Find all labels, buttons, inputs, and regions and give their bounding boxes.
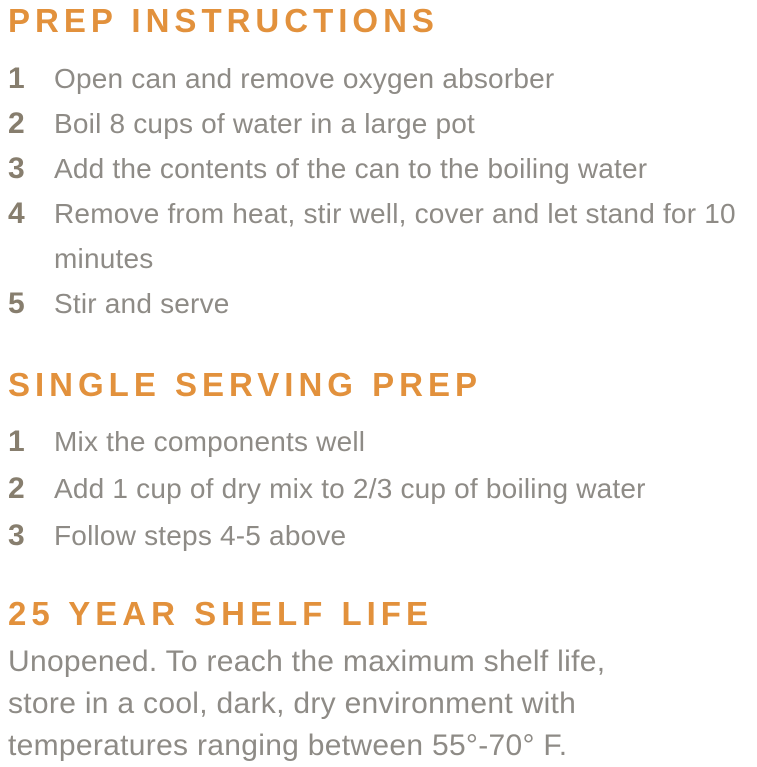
step-text: Add the contents of the can to the boiling water [54,153,648,184]
step-number: 1 [8,62,25,95]
step-number: 3 [8,519,25,552]
shelf-life-line: Unopened. To reach the maximum shelf life, [8,645,606,678]
step-row [8,512,749,559]
step-row [8,191,749,281]
step-text: Add 1 cup of dry mix to 2/3 cup of boiling water [54,473,646,504]
step-text: Boil 8 cups of water in a large pot [54,108,476,139]
step-row [8,281,749,326]
step-row [8,56,749,101]
step-row [8,101,749,146]
label-content [8,2,749,767]
shelf-life-line: temperatures ranging between 55°-70° F. [8,729,568,762]
step-number: 1 [8,425,25,458]
section-single-serving-prep [8,366,749,559]
shelf-life-heading: 25 YEAR SHELF LIFE [8,595,433,632]
step-text: Mix the components well [54,426,366,457]
step-number: 4 [8,197,25,230]
step-row [8,465,749,512]
single-serving-steps-list [8,418,749,559]
shelf-life-paragraph [8,641,749,767]
step-number: 5 [8,287,25,320]
section-shelf-life [8,595,749,767]
prep-instructions-heading: PREP INSTRUCTIONS [8,2,439,39]
shelf-life-line: store in a cool, dark, dry environment with [8,687,577,720]
step-row [8,418,749,465]
step-text: Remove from heat, stir well, cover and let stand for 10 minutes [54,198,736,274]
step-text: Open can and remove oxygen absorber [54,63,555,94]
step-number: 3 [8,152,25,185]
section-prep-instructions [8,2,749,326]
single-serving-prep-heading: SINGLE SERVING PREP [8,366,482,403]
step-row [8,146,749,191]
step-number: 2 [8,472,25,505]
step-number: 2 [8,107,25,140]
step-text: Follow steps 4-5 above [54,520,347,551]
prep-steps-list [8,56,749,326]
step-text: Stir and serve [54,288,230,319]
